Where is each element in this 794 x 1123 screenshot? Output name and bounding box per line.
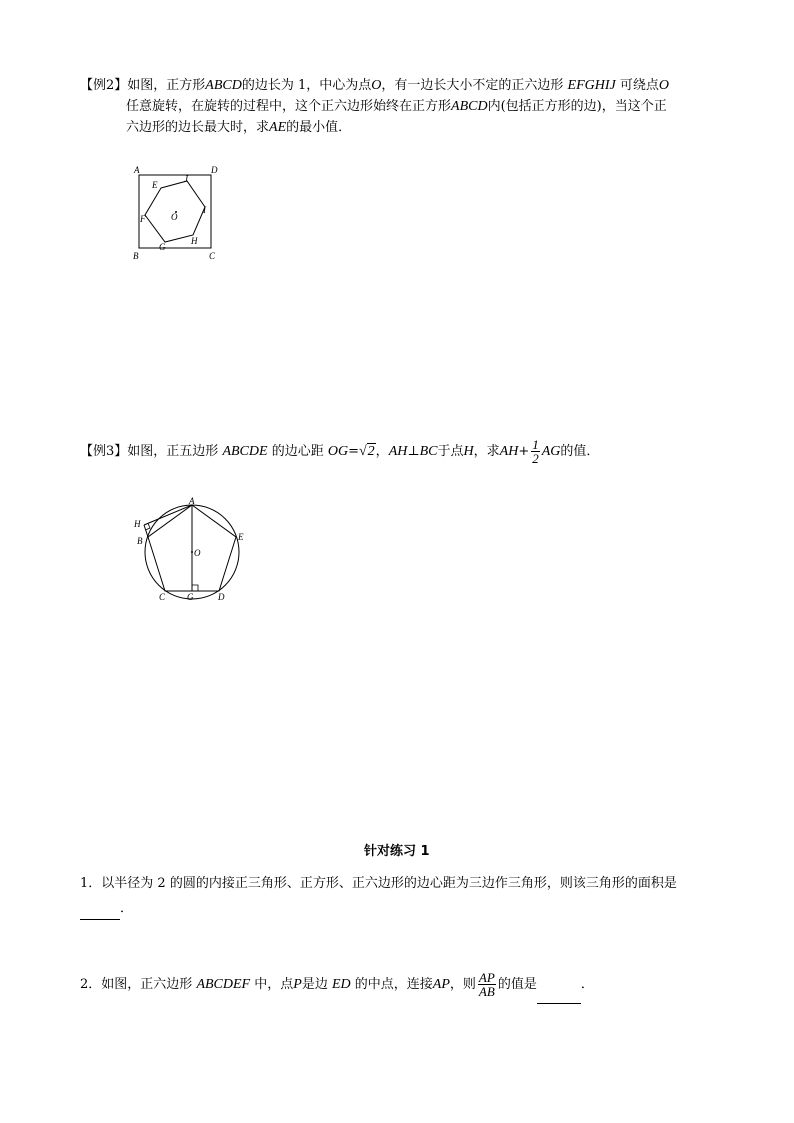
label-O: O (171, 212, 178, 222)
label-C: C (159, 592, 166, 602)
label-O: O (194, 548, 201, 558)
fraction-ap-over-ab: $\frac{AP}{AB}$ (478, 970, 495, 999)
center-point-o (191, 551, 193, 553)
example-3-tag: 【例3】 (80, 444, 128, 459)
example-2-line-1: 【例2】如图，正方形ABCD的边长为 1，中心为点O，有一边长大小不定的正六边形 EFGHIJ 可绕点O (80, 78, 670, 93)
pentagon-circle-figure (128, 495, 253, 603)
question-1 (80, 873, 725, 920)
square-hexagon-figure (125, 160, 225, 265)
label-B: B (133, 251, 139, 261)
label-D: D (218, 592, 225, 602)
fraction-one-half: $\frac{1}{2}$ (532, 437, 539, 466)
example-2-line-3: 六边形的边长最大时，求AE的最小值． (126, 120, 352, 135)
label-F: F (140, 214, 146, 224)
question-1-line-2: ． (80, 898, 725, 920)
answer-blank-2[interactable] (537, 967, 581, 1004)
right-angle-mark-g (192, 585, 198, 591)
sqrt-expression: √2 (358, 444, 375, 459)
example-2-tag: 【例2】 (80, 78, 128, 93)
label-E: E (152, 180, 158, 190)
question-2-number: 2． (80, 977, 102, 992)
section-title: 针对练习 1 (364, 844, 430, 859)
extension-cb-to-h (144, 525, 148, 537)
label-H: H (134, 519, 141, 529)
label-H: H (191, 236, 198, 246)
label-G: G (187, 592, 194, 602)
label-A: A (134, 165, 140, 175)
label-I: I (203, 205, 206, 215)
example-3-text: 【例3】如图，正五边形 ABCDE 的边心距 OG=√2，AH⊥BC于点H，求AH+ $\frac{1}{2}$ AG的值． (80, 437, 600, 466)
label-C: C (209, 251, 216, 261)
question-1-line-1: 1．以半径为 2 的圆的内接正三角形、正方形、正六边形的边心距为三边作三角形，则该三角形的面积是 (80, 876, 677, 891)
label-J: J (184, 174, 188, 184)
question-2: 2．如图，正六边形 ABCDEF 中，点P是边 ED 的中点，连接AP，则 $\frac{AP}{AB}$ 的值是 ． (80, 967, 725, 1004)
label-E: E (238, 532, 244, 542)
label-G: G (159, 242, 166, 252)
label-A: A (189, 496, 195, 506)
answer-blank-1[interactable] (80, 898, 120, 920)
label-D: D (211, 165, 218, 175)
example-2-text (80, 75, 725, 138)
label-B: B (137, 536, 143, 546)
example-2-line-2: 任意旋转，在旋转的过程中，这个正六边形始终在正方形ABCD内(包括正方形的边)，当这个正 (126, 99, 667, 114)
question-1-number: 1． (80, 876, 102, 891)
